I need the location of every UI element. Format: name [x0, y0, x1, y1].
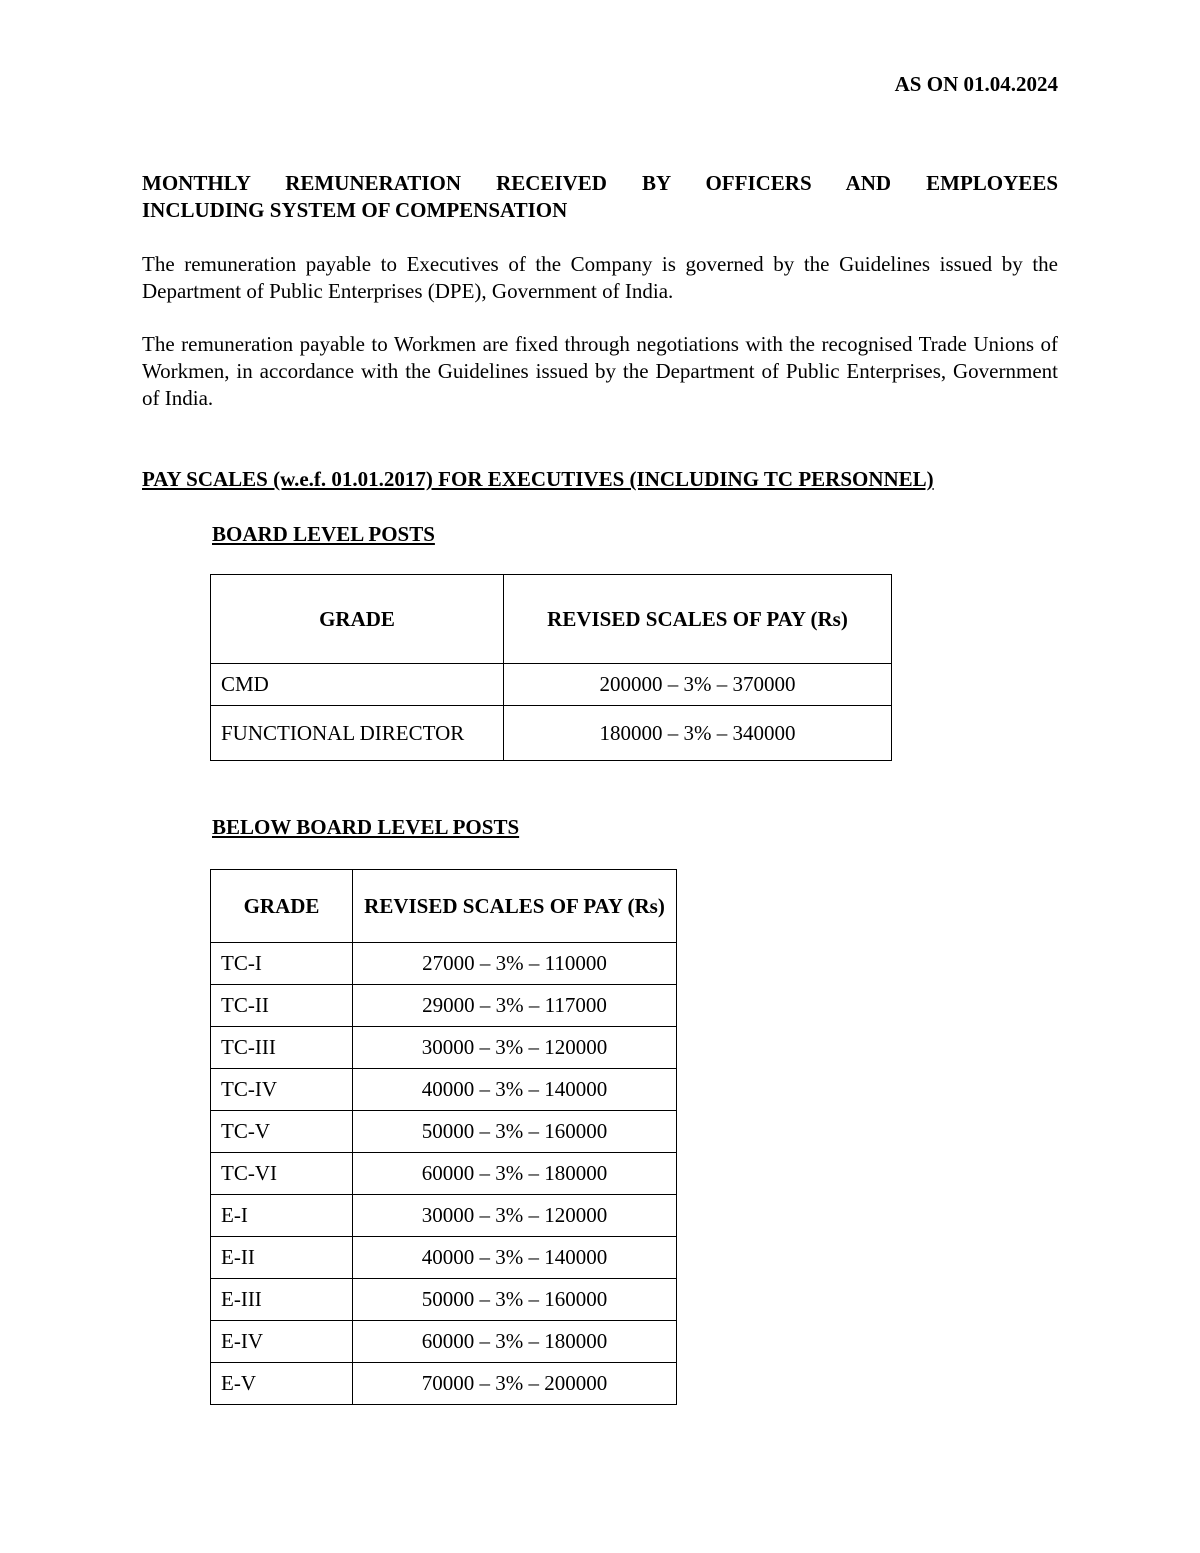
executives-remuneration-paragraph: The remuneration payable to Executives of the Company is governed by the Guidelines issued by the Department of Public Enterprises (DPE), Government of India.: [142, 252, 1058, 303]
table-row: [211, 664, 892, 706]
table-row: [211, 1195, 677, 1237]
document-title-line-2: INCLUDING SYSTEM OF COMPENSATION: [142, 198, 568, 222]
scale-cell: 30000 – 3% – 120000: [353, 1195, 677, 1237]
document-title-line-1: MONTHLY REMUNERATION RECEIVED BY OFFICERS AND EMPLOYEES: [142, 171, 1058, 195]
table-row: [211, 985, 677, 1027]
table-row: [211, 1069, 677, 1111]
scale-cell: 70000 – 3% – 200000: [353, 1363, 677, 1405]
scale-cell: 50000 – 3% – 160000: [353, 1111, 677, 1153]
grade-cell: E-V: [211, 1363, 353, 1405]
grade-cell: E-II: [211, 1237, 353, 1279]
scale-cell: 40000 – 3% – 140000: [353, 1069, 677, 1111]
below-board-level-heading: BELOW BOARD LEVEL POSTS: [212, 815, 520, 839]
scale-cell: 60000 – 3% – 180000: [353, 1321, 677, 1363]
table-row: [211, 1153, 677, 1195]
scale-column-header: REVISED SCALES OF PAY (Rs): [353, 870, 677, 943]
grade-cell: CMD: [211, 664, 504, 706]
as-on-date: AS ON 01.04.2024: [894, 72, 1058, 96]
scale-column-header: REVISED SCALES OF PAY (Rs): [504, 575, 892, 664]
grade-cell: E-IV: [211, 1321, 353, 1363]
below-board-level-table: [210, 869, 677, 1405]
scale-cell: 30000 – 3% – 120000: [353, 1027, 677, 1069]
grade-cell: TC-IV: [211, 1069, 353, 1111]
table-row: [211, 1237, 677, 1279]
board-level-heading: BOARD LEVEL POSTS: [212, 522, 435, 546]
document-title: [142, 170, 1058, 224]
grade-cell: TC-V: [211, 1111, 353, 1153]
scale-cell: 50000 – 3% – 160000: [353, 1279, 677, 1321]
table-row: [211, 943, 677, 985]
scale-cell: 180000 – 3% – 340000: [504, 706, 892, 761]
grade-cell: E-III: [211, 1279, 353, 1321]
grade-column-header: GRADE: [211, 870, 353, 943]
table-row: [211, 1111, 677, 1153]
grade-cell: TC-I: [211, 943, 353, 985]
grade-cell: FUNCTIONAL DIRECTOR: [211, 706, 504, 761]
table-header-row: [211, 575, 892, 664]
table-row: [211, 706, 892, 761]
table-header-row: [211, 870, 677, 943]
board-level-table: [210, 574, 892, 761]
table-row: [211, 1279, 677, 1321]
scale-cell: 29000 – 3% – 117000: [353, 985, 677, 1027]
scale-cell: 60000 – 3% – 180000: [353, 1153, 677, 1195]
pay-scales-heading: PAY SCALES (w.e.f. 01.01.2017) FOR EXECUTIVES (INCLUDING TC PERSONNEL): [142, 467, 934, 491]
grade-cell: E-I: [211, 1195, 353, 1237]
grade-cell: TC-VI: [211, 1153, 353, 1195]
workmen-remuneration-paragraph: The remuneration payable to Workmen are fixed through negotiations with the recognised Trade Unions of Workmen, in accordance with the Guidelines issued by the Department of Public Enterprises, Government of India.: [142, 332, 1058, 410]
scale-cell: 200000 – 3% – 370000: [504, 664, 892, 706]
scale-cell: 27000 – 3% – 110000: [353, 943, 677, 985]
grade-cell: TC-III: [211, 1027, 353, 1069]
grade-column-header: GRADE: [211, 575, 504, 664]
table-row: [211, 1321, 677, 1363]
grade-cell: TC-II: [211, 985, 353, 1027]
scale-cell: 40000 – 3% – 140000: [353, 1237, 677, 1279]
table-row: [211, 1027, 677, 1069]
table-row: [211, 1363, 677, 1405]
